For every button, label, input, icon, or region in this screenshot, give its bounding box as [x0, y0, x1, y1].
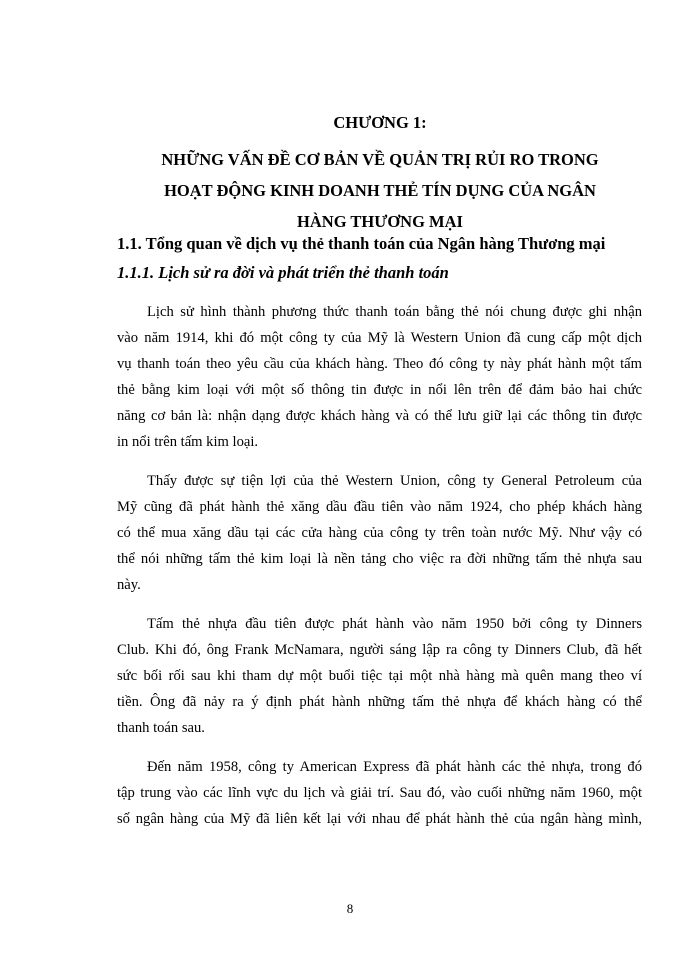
paragraph-line: Thấy được sự tiện lợi của thẻ Western Union, công ty General Petroleum của: [147, 473, 642, 489]
chapter-title-line: HOẠT ĐỘNG KINH DOANH THẺ TÍN DỤNG CỦA NGÂN: [164, 181, 596, 200]
chapter-title-line: NHỮNG VẤN ĐỀ CƠ BẢN VỀ QUẢN TRỊ RỦI RO TRONG: [161, 150, 599, 169]
paragraph-line: có thể mua xăng dầu tại các cửa hàng của công ty trên toàn nước Mỹ. Như vậy có: [117, 525, 642, 541]
paragraph-line: Club. Khi đó, ông Frank McNamara, người sáng lập ra công ty Dinners Club, đã hết: [117, 642, 642, 658]
paragraph-line: năng cơ bản là: nhận dạng được khách hàng và có thể lưu giữ lại các thông tin được: [117, 408, 642, 424]
paragraph-line: vào năm 1914, khi đó một công ty của Mỹ là Western Union đã cung cấp một dịch: [117, 330, 642, 346]
chapter-label: CHƯƠNG 1:: [333, 113, 427, 132]
paragraph-line: thẻ bằng kim loại với một số thông tin được in nổi lên trên để đảm bảo hai chức: [117, 382, 642, 398]
chapter-title-line: HÀNG THƯƠNG MẠI: [297, 212, 463, 231]
page-number: 8: [346, 901, 354, 916]
paragraph-line: tiền. Ông đã nảy ra ý định phát hành những tấm thẻ nhựa để khách hàng có thể: [117, 694, 642, 710]
paragraph-line: vụ thanh toán theo yêu cầu của khách hàng. Theo đó công ty này phát hành một tấm: [117, 356, 642, 372]
paragraph-line: sức bối rối sau khi tham dự một buổi tiệc tại một nhà hàng mà quên mang theo ví: [117, 668, 642, 684]
paragraph-line: Mỹ cũng đã phát hành thẻ xăng dầu đầu tiên vào năm 1924, cho phép khách hàng: [117, 499, 642, 515]
paragraph-line: số ngân hàng của Mỹ đã liên kết lại với nhau để phát hành thẻ của ngân hàng mình,: [117, 811, 642, 827]
paragraph-line: này.: [117, 577, 141, 593]
paragraph-line: Tấm thẻ nhựa đầu tiên được phát hành vào năm 1950 bởi công ty Dinners: [147, 616, 642, 632]
paragraph-line: tập trung vào các lĩnh vực du lịch và giải trí. Sau đó, vào cuối những năm 1960, một: [117, 785, 642, 801]
paragraph-line: in nổi trên tấm kim loại.: [117, 434, 259, 450]
paragraph-line: thể nói những tấm thẻ kim loại là nền tảng cho việc ra đời những tấm thẻ nhựa sau: [117, 551, 642, 567]
subsection-heading: 1.1.1. Lịch sử ra đời và phát triển thẻ thanh toán: [117, 263, 449, 282]
paragraph-line: Đến năm 1958, công ty American Express đã phát hành các thẻ nhựa, trong đó: [147, 759, 642, 775]
paragraph-line: thanh toán sau.: [117, 720, 205, 736]
section-heading: 1.1. Tổng quan về dịch vụ thẻ thanh toán của Ngân hàng Thương mại: [117, 234, 606, 253]
paragraph-line: Lịch sử hình thành phương thức thanh toán bằng thẻ nói chung được ghi nhận: [147, 304, 642, 320]
